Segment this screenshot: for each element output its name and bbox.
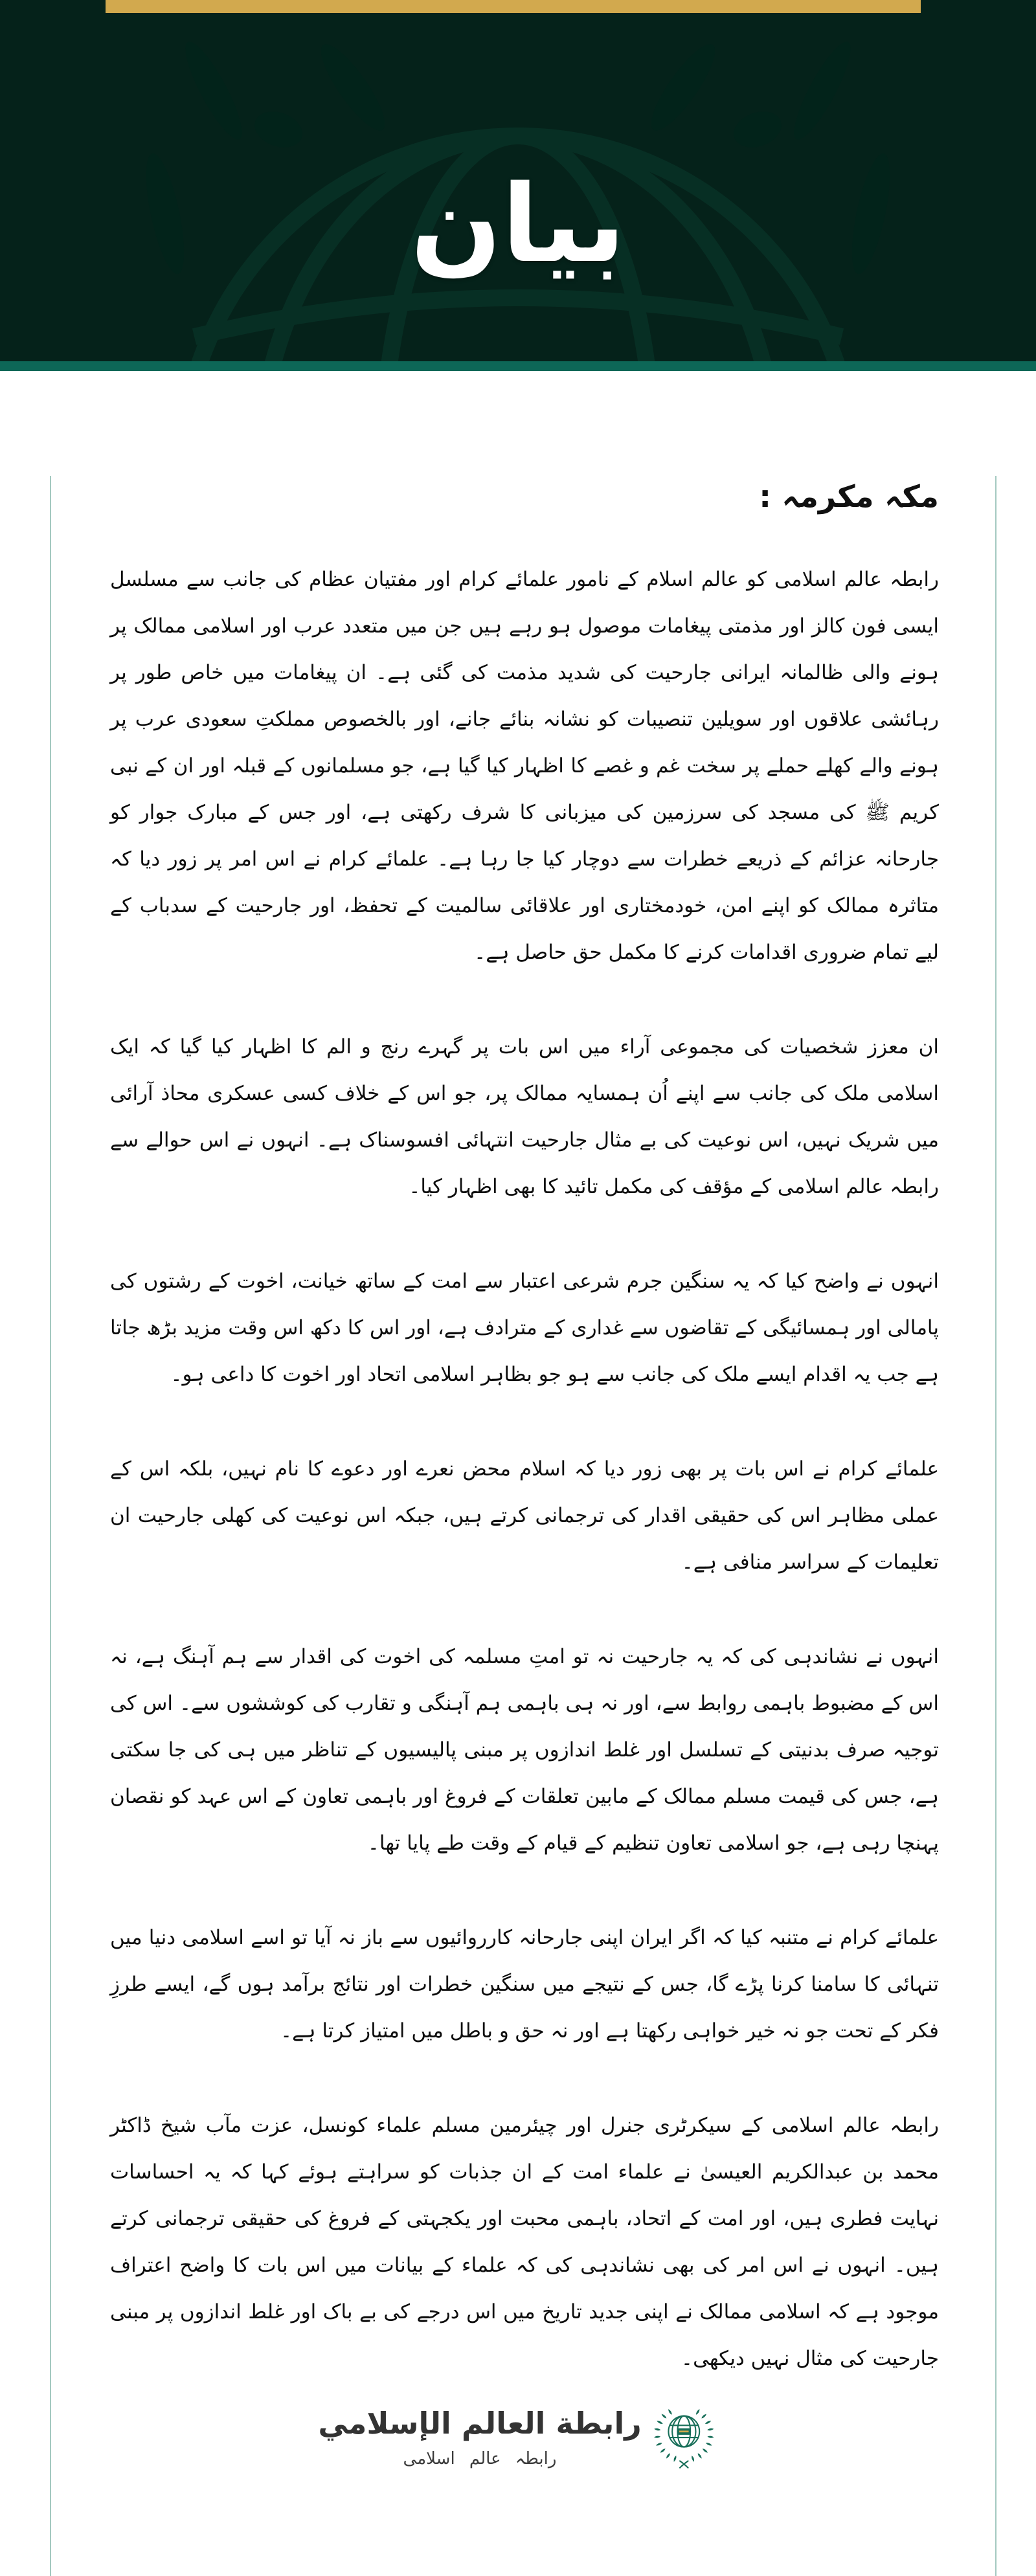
mwl-logo-text (318, 2405, 641, 2469)
paragraph-5: انہوں نے نشاندہی کی کہ یہ جارحیت نہ تو امتِ مسلمہ کی اخوت کی اقدار سے ہم آہنگ ہے، نہ اس کے مضبوط باہمی روابط سے، اور نہ ہی باہمی ہم آہنگی و تقارب کی کوششوں سے۔ اس کی توجیہ صرف بدنیتی کے تسلسل اور غلط اندازوں پر مبنی پالیسیوں کے تناظر میں ہی کی جا سکتی ہے، جس کی قیمت مسلم ممالک کے مابین تعلقات کے فروغ اور باہمی تعاون کے اس عہد کو نقصان پہنچا رہی ہے، جو اسلامی تعاون تنظیم کے قیام کے وقت طے پایا تھا۔ (110, 1644, 939, 1855)
logo-arabic-name: رابطة العالم الإسلامي (318, 2406, 642, 2441)
paragraph-4: علمائے کرام نے اس بات پر بھی زور دیا کہ اسلام محض نعرے اور دعوے کا نام نہیں، بلکہ اس کے عملی مظاہر اس کی حقیقی اقدار کی ترجمانی کرتے ہیں، جبکہ اس نوعیت کی کھلی جارحیت ان تعلیمات کے سراسر منافی ہے۔ (110, 1457, 939, 1574)
paragraph-3: انہوں نے واضح کیا کہ یہ سنگین جرم شرعی اعتبار سے امت کے ساتھ خیانت، اخوت کے رشتوں کی پامالی اور ہمسائیگی کے تقاضوں سے غداری کے مترادف ہے، اور اس کا دکھ اس وقت مزید بڑھ جاتا ہے جب یہ اقدام ایسے ملک کی جانب سے ہو جو بظاہر اسلامی اتحاد اور اخوت کا داعی ہو۔ (110, 1269, 939, 1386)
paragraph-6: علمائے کرام نے متنبہ کیا کہ اگر ایران اپنی جارحانہ کارروائیوں سے باز نہ آیا تو اسے اسلامی دنیا میں تنہائی کا سامنا کرنا پڑے گا، جس کے نتیجے میں سنگین خطرات اور نتائج برآمد ہوں گے، ایسے طرزِ فکر کے تحت جو نہ خیر خواہی رکھتا ہے اور نہ حق و باطل میں امتیاز کرتا ہے۔ (110, 1925, 939, 2043)
logo-urdu-name: رابطہ عالم اسلامی (403, 2448, 557, 2469)
statement-paragraphs (110, 556, 939, 2382)
statement-header (0, 0, 1036, 361)
paragraph-2: ان معزز شخصیات کی مجموعی آراء میں اس بات پر گہرے رنج و الم کا اظہار کیا گیا کہ ایک اسلامی ملک کی جانب سے اپنے اُن ہمسایہ ممالک پر، جو اس کے خلاف کسی عسکری محاذ آرائی میں شریک نہیں، اس نوعیت کی بے مثال جارحیت انتہائی افسوسناک ہے۔ انہوں نے اس حوالے سے رابطہ عالم اسلامی کے مؤقف کی مکمل تائید کا بھی اظہار کیا۔ (110, 1035, 939, 1198)
statement-title: بيان (410, 161, 626, 286)
mwl-logo (318, 2402, 717, 2472)
gold-accent-bar (106, 0, 921, 13)
teal-divider (0, 361, 1036, 371)
statement-content (0, 476, 1036, 2382)
dateline-makkah: مکہ مکرمہ : (759, 479, 939, 515)
statement-sheet (0, 476, 1036, 2576)
paragraph-7: رابطہ عالم اسلامی کے سیکرٹری جنرل اور چیئرمین مسلم علماء کونسل، عزت مآب شیخ ڈاکٹر محمد بن عبدالکریم العیسیٰ نے علماء امت کے ان جذبات کو سراہتے ہوئے کہا کہ یہ احساسات نہایت فطری ہیں، اور امت کے اتحاد، باہمی محبت اور یکجہتی کے فروغ کی حقیقی ترجمانی کرتے ہیں۔ انہوں نے اس امر کی بھی نشاندہی کی کہ علماء کے بیانات میں اس بات کا واضح اعتراف موجود ہے کہ اسلامی ممالک نے اپنی جدید تاریخ میں اس درجے کی بے باک اور غلط اندازوں پر مبنی جارحیت کی مثال نہیں دیکھی۔ (110, 2113, 939, 2370)
globe-wreath-emblem (651, 2402, 718, 2472)
paragraph-1: رابطہ عالم اسلامی کو عالم اسلام کے نامور علمائے کرام اور مفتیان عظام کی جانب سے مسلسل ایسی فون کالز اور مذمتی پیغامات موصول ہو رہے ہیں جن میں متعدد عرب اور اسلامی ممالک پر ہونے والی ظالمانہ ایرانی جارحیت کی شدید مذمت کی گئی ہے۔ ان پیغامات میں خاص طور پر رہائشی علاقوں اور سویلین تنصیبات کو نشانہ بنائے جانے، اور بالخصوص مملکتِ سعودی عرب پر ہونے والے کھلے حملے پر سخت غم و غصے کا اظہار کیا گیا ہے، جو مسلمانوں کے قبلہ اور ان کے نبی کریم ﷺ کی مسجد کی سرزمین کی میزبانی کا شرف رکھتی ہے، اور جس کے مبارک جوار کو جارحانہ عزائم کے ذریعے خطرات سے دوچار کیا جا رہا ہے۔ علمائے کرام نے اس امر پر زور دیا کہ متاثرہ ممالک کو اپنے امن، خودمختاری اور علاقائی سالمیت کے تحفظ، اور جارحیت کے سدباب کے لیے تمام ضروری اقدامات کرنے کا مکمل حق حاصل ہے۔ (110, 567, 939, 964)
